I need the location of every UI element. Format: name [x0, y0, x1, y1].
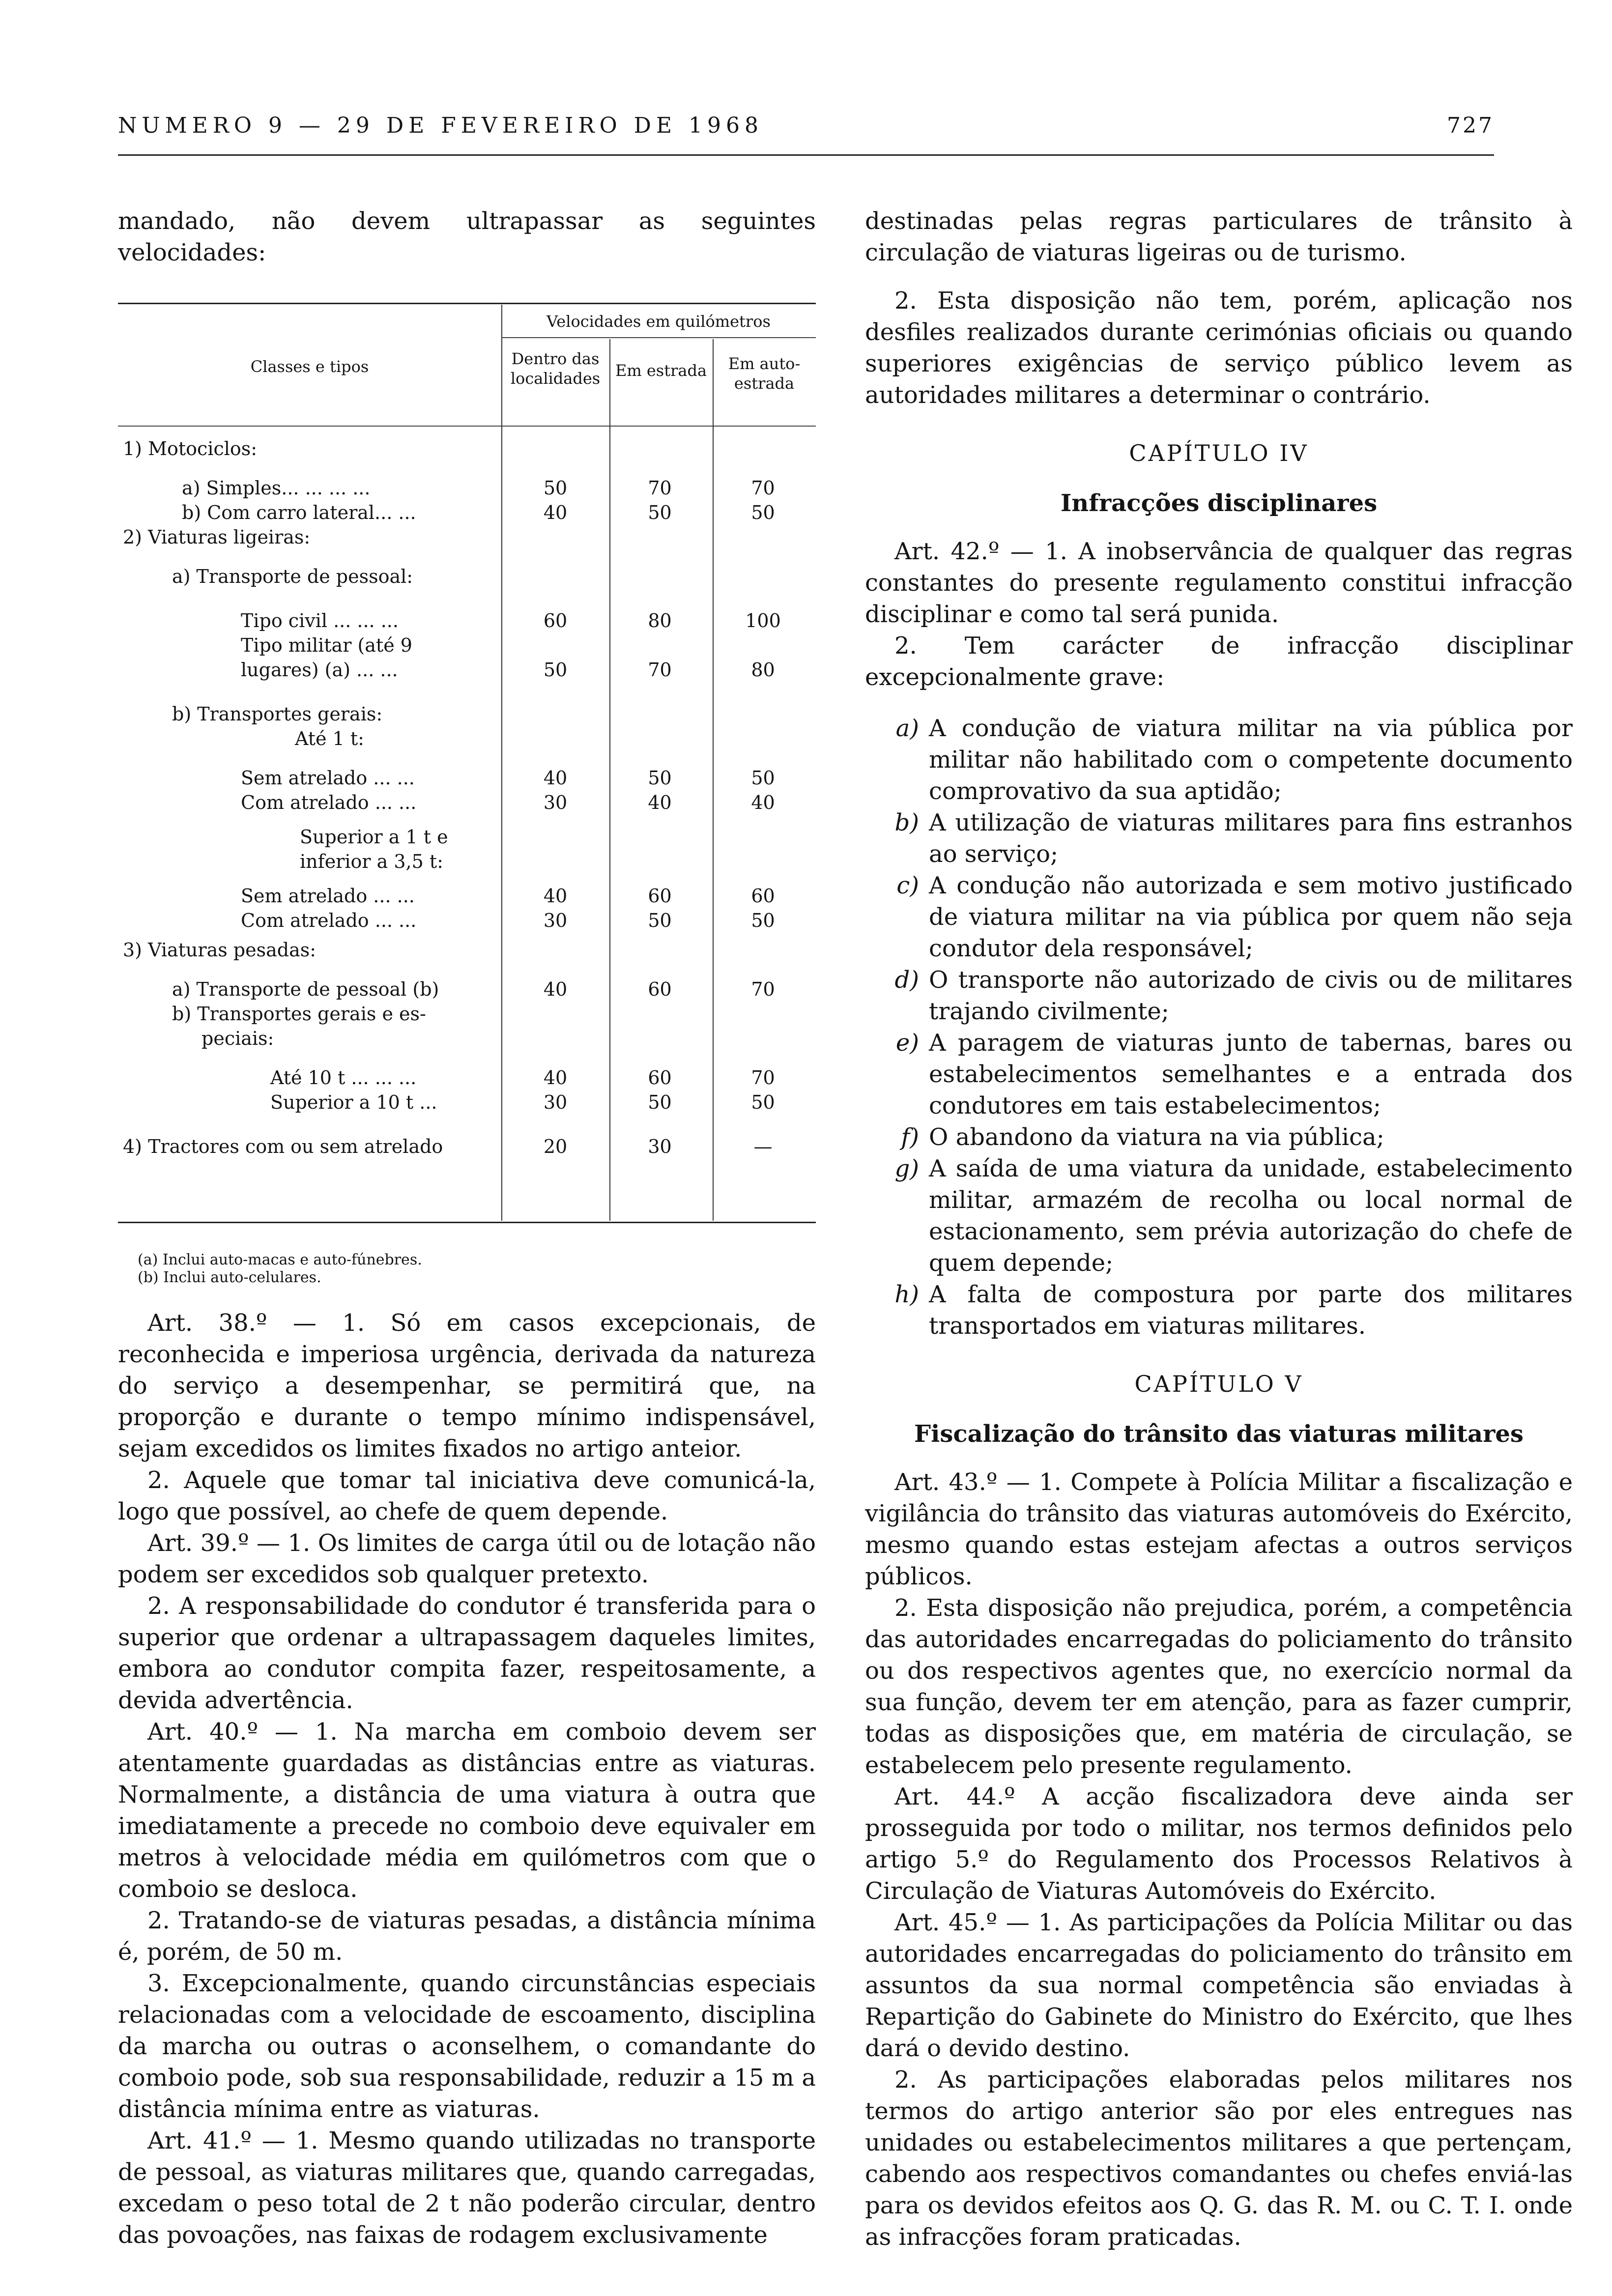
continuation-paragraph: destinadas pelas regras particulares de trânsito à circulação de viaturas ligeiras ou de turismo. — [865, 207, 1573, 266]
table-cell: 70 — [751, 477, 775, 499]
art44-p1: Art. 44.º A acção fiscalizadora deve ainda ser prosseguida por todo o militar, nos termos definidos pelo artigo 5.º do Regulamento dos Processos Relativos à Circulação de Viaturas Automóveis do Exército. — [865, 1783, 1573, 1905]
art45-p2: 2. As participações elaboradas pelos militares nos termos do artigo anterior são por eles entregues nas unidades ou estabelecimentos militares a que pertençam, cabendo aos respectivos comandantes ou chefes enviá-las para os devidos efeitos aos Q. G. das R. M. ou C. T. I. onde as infracções foram praticadas. — [865, 2066, 1573, 2251]
art42-p2: 2. Tem carácter de infracção disciplinar excepcionalmente grave: — [865, 632, 1573, 691]
table-header-bottom-rule — [118, 426, 816, 427]
table-cell: 100 — [745, 610, 781, 631]
table-row-label: Até 1 t: — [295, 728, 364, 749]
list-item: c) A condução não autorizada e sem motivo justificado de viatura militar na via pública por quem não seja condutor dela responsável; — [896, 872, 1573, 962]
art43-p2: 2. Esta disposição não prejudica, porém, a competência das autoridades encarregadas do policiamento do trânsito ou dos respectivos agentes que, no exercício normal da sua função, devem ter em atenção, para as fazer cumprir, todas as disposições que, em matéria de circulação, se estabelecem pelo presente regulamento. — [865, 1594, 1573, 1779]
table-row-label: Superior a 10 t ... — [270, 1091, 437, 1113]
table-cell: 60 — [648, 978, 672, 1000]
table-cell: 40 — [543, 885, 568, 907]
table-cell: 60 — [543, 610, 568, 631]
art40-p2: 2. Tratando-se de viaturas pesadas, a distância mínima é, porém, de 50 m. — [118, 1907, 816, 1966]
table-cell: 50 — [648, 767, 672, 789]
table-cell: 40 — [648, 792, 672, 813]
infraction-list — [865, 713, 1573, 1342]
table-cell: 60 — [648, 885, 672, 907]
table-cell: 40 — [543, 767, 568, 789]
art39-p1: Art. 39.º — 1. Os limites de carga útil ou de lotação não podem ser excedidos sob qualquer pretexto. — [118, 1529, 816, 1588]
table-cell: 70 — [751, 978, 775, 1000]
speed-table — [118, 303, 816, 1286]
table-row-label: 2) Viaturas ligeiras: — [123, 526, 311, 548]
table-cell: 80 — [648, 610, 672, 631]
table-row-label: Tipo civil ... ... ... — [241, 610, 399, 631]
list-item: b) A utilização de viaturas militares para fins estranhos ao serviço; — [894, 809, 1573, 868]
table-row-label: lugares) (a) ... ... — [241, 659, 398, 681]
table-cell: 30 — [648, 1136, 672, 1157]
art45-p1: Art. 45.º — 1. As participações da Polícia Militar ou das autoridades encarregadas do policiamento do trânsito em assuntos da sua normal competência são enviadas à Repartição do Gabinete do Ministro do Exército, que lhes dará o devido destino. — [865, 1909, 1573, 2062]
table-footnote-b: (b) Inclui auto-celulares. — [138, 1269, 321, 1286]
chapter-5-heading: CAPÍTULO V — [1134, 1371, 1303, 1397]
table-cell: 30 — [543, 792, 568, 813]
table-header-col2: Em estrada — [615, 361, 707, 380]
table-cell: 60 — [648, 1067, 672, 1089]
issue-title: NUMERO 9 — 29 DE FEVEREIRO DE 1968 — [118, 113, 763, 138]
table-row-label: 4) Tractores com ou sem atrelado — [123, 1136, 443, 1157]
table-row-label: b) Transportes gerais: — [172, 703, 383, 725]
table-cell: 70 — [751, 1067, 775, 1089]
table-cell: 40 — [543, 1067, 568, 1089]
table-row-label: Com atrelado ... ... — [241, 792, 417, 813]
art43-p1: Art. 43.º — 1. Compete à Polícia Militar a fiscalização e vigilância do trânsito das viaturas automóveis do Exército, mesmo quando estas estejam afectas a outros serviços públicos. — [865, 1468, 1573, 1590]
table-cell: 50 — [751, 1091, 775, 1113]
table-row-label: Sem atrelado ... ... — [241, 885, 415, 907]
list-item: h) A falta de compostura por parte dos militares transportados em viaturas militares. — [894, 1281, 1573, 1340]
table-cell: 40 — [543, 502, 568, 523]
table-row-label: a) Transporte de pessoal (b) — [172, 978, 439, 1000]
table-row-label: Com atrelado ... ... — [241, 910, 417, 931]
table-cell: 50 — [648, 502, 672, 523]
chapter-4-title: Infracções disciplinares — [1060, 489, 1378, 517]
table-header-rule — [501, 337, 816, 338]
table-row-label: inferior a 3,5 t: — [300, 851, 443, 872]
page-header — [118, 110, 1494, 156]
left-column-intro — [118, 205, 816, 268]
table-cell: 70 — [648, 659, 672, 681]
table-cell: 30 — [543, 1091, 568, 1113]
table-cell: 50 — [543, 659, 568, 681]
table-cell: 80 — [751, 659, 775, 681]
table-cell: 50 — [648, 1091, 672, 1113]
table-cell: 50 — [751, 502, 775, 523]
list-item: g) A saída de uma viatura da unidade, estabelecimento militar, armazém de recolha ou local normal de estacionamento, sem prévia autorização do chefe de quem depende; — [894, 1155, 1573, 1277]
table-row-label: Superior a 1 t e — [300, 826, 448, 848]
art40-p1: Art. 40.º — 1. Na marcha em comboio devem ser atentamente guardadas as distâncias entre as viaturas. Normalmente, a distância de uma viatura à outra que imediatamente a precede no comboio deve equivaler em metros à velocidade média em quilómetros com que o comboio se desloca. — [118, 1718, 816, 1903]
table-header-col3: Em auto-estrada — [728, 354, 801, 393]
art41-p2: 2. Esta disposição não tem, porém, aplicação nos desfiles realizados durante cerimónias oficiais ou quando superiores exigências de serviço público levem as autoridades militares a determinar o contrário. — [865, 287, 1573, 409]
table-cell: 40 — [543, 978, 568, 1000]
table-cell: 60 — [751, 885, 775, 907]
art38-p2: 2. Aquele que tomar tal iniciativa deve comunicá-la, logo que possível, ao chefe de quem depende. — [118, 1466, 816, 1525]
right-column — [865, 205, 1573, 2253]
list-item: f) O abandono da viatura na via pública; — [901, 1123, 1384, 1151]
table-top-rule — [118, 303, 816, 304]
table-footnote-a: (a) Inclui auto-macas e auto-fúnebres. — [138, 1251, 422, 1268]
table-row-label: Até 10 t ... ... ... — [270, 1067, 417, 1089]
table-row-label: Sem atrelado ... ... — [241, 767, 415, 789]
table-header-class: Classes e tipos — [250, 357, 369, 376]
table-row-label: a) Simples... ... ... ... — [182, 477, 371, 499]
table-row-label: 3) Viaturas pesadas: — [123, 939, 317, 961]
list-item: e) A paragem de viaturas junto de tabernas, bares ou estabelecimentos semelhantes e a entrada dos condutores em tais estabelecimentos; — [895, 1029, 1573, 1119]
table-row-label: 1) Motociclos: — [123, 438, 258, 459]
list-item: d) O transporte não autorizado de civis ou de militares trajando civilmente; — [894, 966, 1573, 1025]
table-vline-3 — [713, 339, 714, 1221]
table-bottom-rule — [118, 1222, 816, 1223]
table-row-label: Tipo militar (até 9 — [241, 634, 412, 656]
table-header-group: Velocidades em quilómetros — [547, 312, 771, 331]
table-cell: 50 — [751, 767, 775, 789]
table-vline-1 — [501, 305, 502, 1221]
table-row-label: a) Transporte de pessoal: — [172, 566, 413, 587]
table-row-label: b) Com carro lateral... ... — [182, 502, 416, 523]
page-number: 727 — [1447, 113, 1494, 138]
table-cell: 50 — [543, 477, 568, 499]
table-row-label: peciais: — [202, 1028, 274, 1049]
list-item: a) A condução de viatura militar na via pública por militar não habilitado com o competente documento comprovativo da sua aptidão; — [895, 715, 1573, 805]
table-cell: 70 — [648, 477, 672, 499]
table-cell: 30 — [543, 910, 568, 931]
table-cell: 50 — [751, 910, 775, 931]
art40-p3: 3. Excepcionalmente, quando circunstâncias especiais relacionadas com a velocidade de escoamento, disciplina da marcha ou outras o aconselhem, o comandante do comboio pode, sob sua responsabilidade, reduzir a 15 m a distância mínima entre as viaturas. — [118, 1970, 816, 2123]
table-cell: 50 — [648, 910, 672, 931]
chapter-5-title: Fiscalização do trânsito das viaturas militares — [914, 1420, 1524, 1448]
left-column-body — [118, 1307, 816, 2251]
intro-paragraph: mandado, não devem ultrapassar as seguintes velocidades: — [118, 207, 816, 266]
table-row-label: b) Transportes gerais e es- — [172, 1003, 426, 1025]
chapter-4-heading: CAPÍTULO IV — [1129, 440, 1309, 466]
art42-p1: Art. 42.º — 1. A inobservância de qualquer das regras constantes do presente regulamento constitui infracção disciplinar e como tal será punida. — [865, 538, 1573, 628]
table-cell: 20 — [543, 1136, 568, 1157]
art39-p2: 2. A responsabilidade do condutor é transferida para o superior que ordenar a ultrapassagem daqueles limites, embora ao condutor compita fazer, respeitosamente, a devida advertência. — [118, 1592, 816, 1714]
table-vline-2 — [609, 339, 610, 1221]
table-cell: — — [753, 1136, 773, 1157]
table-header-col1: Dentro das localidades — [510, 349, 601, 388]
art38-p1: Art. 38.º — 1. Só em casos excepcionais, de reconhecida e imperiosa urgência, derivada da natureza do serviço a desempenhar, se permitirá que, na proporção e durante o tempo mínimo indispensável, sejam excedidos os limites fixados no artigo anteior. — [118, 1309, 816, 1463]
table-cell: 40 — [751, 792, 775, 813]
art41-p1: Art. 41.º — 1. Mesmo quando utilizadas no transporte de pessoal, as viaturas militares que, quando carregadas, excedam o peso total de 2 t não poderão circular, dentro das povoações, nas faixas de rodagem exclusivamente — [118, 2127, 816, 2249]
